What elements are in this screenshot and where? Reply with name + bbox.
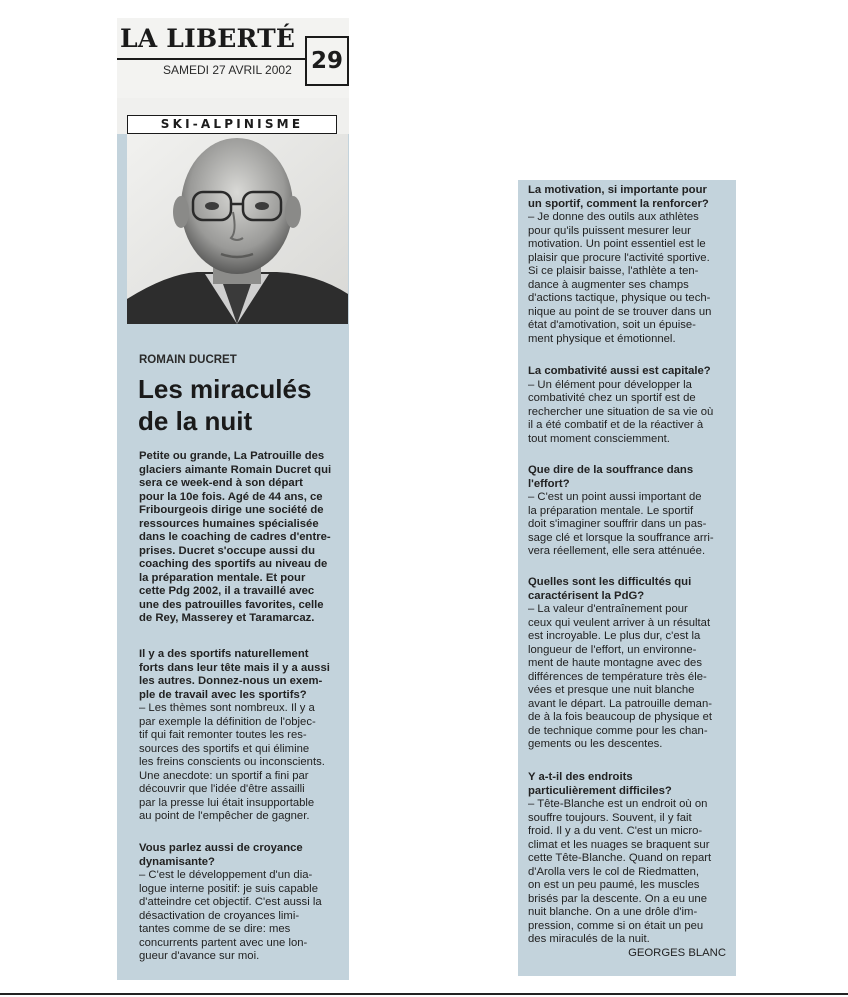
headline-line: Les miraculés bbox=[138, 374, 312, 404]
text-line: rechercher une situation de sa vie où bbox=[528, 405, 714, 418]
text-line: Une anecdote: un sportif a fini par bbox=[139, 769, 309, 782]
headline bbox=[138, 373, 311, 437]
text-line: la préparation mentale. Le sportif bbox=[528, 504, 694, 517]
qa-block bbox=[139, 842, 345, 964]
question bbox=[528, 365, 734, 379]
text-line: dans le coaching de cadres d'entre- bbox=[139, 531, 331, 543]
qa-block bbox=[528, 184, 734, 346]
text-line: de technique comme pour les chan- bbox=[528, 724, 708, 737]
text-line: Que dire de la souffrance dans bbox=[528, 464, 694, 476]
text-line: pression, comme si on était un peu bbox=[528, 919, 704, 932]
text-line: – C'est le développement d'un dia- bbox=[139, 869, 313, 881]
text-line: sera ce week-end à son départ bbox=[139, 477, 303, 489]
text-line: pour la 10e fois. Agé de 44 ans, ce bbox=[139, 490, 323, 503]
text-line: glaciers aimante Romain Ducret qui bbox=[139, 463, 332, 476]
question bbox=[528, 576, 734, 603]
qa-block bbox=[528, 464, 734, 559]
text-line: ple de travail avec les sportifs? bbox=[139, 688, 307, 701]
text-line: brisés par la descente. On a eu une bbox=[528, 892, 707, 905]
question bbox=[528, 184, 734, 211]
newspaper-name: LA LIBERTÉ bbox=[120, 24, 296, 53]
page-bottom-rule bbox=[0, 993, 848, 995]
text-line: ceux qui veulent arriver à un résultat bbox=[528, 616, 711, 629]
text-line: la préparation mentale. Et pour bbox=[139, 571, 306, 584]
answer bbox=[139, 869, 345, 964]
text-line: – La valeur d'entraînement pour bbox=[528, 603, 688, 615]
byline: ROMAIN DUCRET bbox=[139, 354, 237, 366]
text-line: nique au point de se trouver dans un bbox=[528, 305, 712, 318]
answer bbox=[528, 379, 734, 447]
text-line: combativité chez un sportif est de bbox=[528, 392, 696, 404]
portrait-photo-icon bbox=[127, 134, 348, 324]
answer bbox=[139, 702, 345, 824]
text-line: prises. Ducret s'occupe aussi du bbox=[139, 544, 315, 557]
text-line: motivation. Un point essentiel est le bbox=[528, 238, 706, 250]
text-line: vées et presque une nuit blanche bbox=[528, 684, 695, 696]
text-line: d'atteindre cet objectif. C'est aussi la bbox=[139, 896, 322, 908]
text-line: concurrents partent avec une lon- bbox=[139, 936, 308, 949]
question bbox=[528, 771, 734, 798]
text-line: plaisir que procure l'activité sportive. bbox=[528, 251, 710, 264]
text-line: dance à augmenter ses champs bbox=[528, 278, 689, 291]
answer bbox=[528, 798, 734, 947]
question bbox=[139, 648, 345, 702]
text-line: de à la fois beaucoup de physique et bbox=[528, 711, 713, 723]
text-line: par exemple la définition de l'objec- bbox=[139, 715, 316, 728]
page-number: 29 bbox=[305, 36, 349, 86]
answer bbox=[528, 211, 734, 346]
text-line: doit s'imaginer souffrir dans un pas- bbox=[528, 518, 707, 530]
text-line: La motivation, si importante pour bbox=[528, 184, 707, 196]
text-line: au point de l'empêcher de gagner. bbox=[139, 810, 310, 822]
text-line: cette Tête-Blanche. Quand on repart bbox=[528, 852, 712, 864]
text-line: gements ou les descentes. bbox=[528, 738, 663, 750]
text-line: les freins conscients ou inconscients. bbox=[139, 756, 325, 768]
qa-block bbox=[528, 576, 734, 752]
text-line: sage clé et lorsque la souffrance arri- bbox=[528, 531, 714, 544]
text-line: – Tête-Blanche est un endroit où on bbox=[528, 798, 708, 810]
text-line: d'actions tactique, physique ou tech- bbox=[528, 292, 711, 304]
text-line: climat et les nuages se braquent sur bbox=[528, 838, 710, 851]
left-column bbox=[117, 18, 349, 980]
text-line: ment physique et émotionnel. bbox=[528, 332, 676, 345]
text-line: froid. Il y a du vent. C'est un micro- bbox=[528, 825, 703, 837]
qa-block bbox=[528, 771, 734, 960]
author-signature: GEORGES BLANC bbox=[628, 946, 726, 959]
section-rubric: SKI-ALPINISME bbox=[127, 115, 337, 134]
text-line: logue interne positif: je suis capable bbox=[139, 882, 318, 895]
text-line: longueur de l'effort, un environne- bbox=[528, 643, 697, 656]
text-line: tantes comme de se dire: mes bbox=[139, 923, 291, 935]
text-line: ment de haute montagne avec des bbox=[528, 657, 702, 669]
qa-block bbox=[139, 648, 345, 824]
text-line: La combativité aussi est capitale? bbox=[528, 365, 711, 377]
text-line: Fribourgeois dirige une société de bbox=[139, 504, 324, 516]
text-line: Y a-t-il des endroits bbox=[528, 771, 633, 783]
publication-date: SAMEDI 27 AVRIL 2002 bbox=[163, 63, 292, 77]
text-line: Quelles sont les difficultés qui bbox=[528, 576, 692, 588]
question bbox=[139, 842, 345, 869]
text-line: on est un peu paumé, les muscles bbox=[528, 879, 700, 891]
text-line: cette Pdg 2002, il a travaillé avec bbox=[139, 585, 315, 597]
text-line: Vous parlez aussi de croyance bbox=[139, 842, 303, 854]
intro-paragraph bbox=[139, 450, 345, 626]
right-column bbox=[518, 180, 736, 976]
text-line: les autres. Donnez-nous un exem- bbox=[139, 675, 323, 687]
text-line: caractérisent la PdG? bbox=[528, 589, 645, 602]
text-line: l'effort? bbox=[528, 477, 570, 490]
text-line: pour qu'ils puissent mesurer leur bbox=[528, 224, 691, 237]
text-line: sources des sportifs et qui élimine bbox=[139, 742, 310, 755]
question bbox=[528, 464, 734, 491]
rubric-band bbox=[117, 98, 349, 134]
text-line: par la presse lui était insupportable bbox=[139, 796, 315, 809]
text-line: Si ce plaisir baisse, l'athlète a ten- bbox=[528, 265, 699, 277]
text-line: découvrir que l'idée d'être assailli bbox=[139, 783, 305, 795]
text-line: – C'est un point aussi important de bbox=[528, 491, 702, 503]
text-line: coaching des sportifs au niveau de bbox=[139, 558, 328, 570]
masthead-rule bbox=[117, 58, 305, 60]
answer bbox=[528, 491, 734, 559]
text-line: un sportif, comment la renforcer? bbox=[528, 197, 709, 210]
text-line: Il y a des sportifs naturellement bbox=[139, 648, 309, 660]
text-line: particulièrement difficiles? bbox=[528, 784, 672, 797]
text-line: il a été combatif et de la réactiver à bbox=[528, 419, 704, 431]
text-line: – Un élément pour développer la bbox=[528, 378, 692, 391]
text-line: ressources humaines spécialisée bbox=[139, 517, 319, 530]
text-line: gueur d'avance sur moi. bbox=[139, 950, 260, 962]
qa-block bbox=[528, 365, 734, 446]
text-line: Petite ou grande, La Patrouille des bbox=[139, 450, 325, 462]
headline-line: de la nuit bbox=[138, 406, 253, 436]
portrait-photo bbox=[127, 134, 348, 324]
answer bbox=[528, 603, 734, 752]
text-line: dynamisante? bbox=[139, 855, 215, 868]
text-line: – Les thèmes sont nombreux. Il y a bbox=[139, 702, 315, 714]
masthead bbox=[117, 18, 349, 98]
text-line: – Je donne des outils aux athlètes bbox=[528, 211, 699, 223]
text-line: souffre toujours. Souvent, il y fait bbox=[528, 811, 692, 824]
text-line: état d'amotivation, soit un épuise- bbox=[528, 319, 696, 331]
text-line: avant le départ. La patrouille deman- bbox=[528, 697, 713, 710]
text-line: est incroyable. Le plus dur, c'est la bbox=[528, 630, 701, 642]
text-line: différences de température très éle- bbox=[528, 670, 707, 683]
text-line: désactivation de croyances limi- bbox=[139, 909, 300, 922]
text-line: forts dans leur tête mais il y a aussi bbox=[139, 661, 330, 674]
text-line: tif qui fait remonter toutes les res- bbox=[139, 729, 307, 741]
text-line: une des patrouilles favorites, celle bbox=[139, 598, 324, 611]
text-line: vera réellement, elle sera atténuée. bbox=[528, 545, 706, 557]
text-line: tout moment consciemment. bbox=[528, 432, 670, 445]
text-line: nuit blanche. On a une drôle d'im- bbox=[528, 906, 698, 918]
text-line: d'Arolla vers le col de Riedmatten, bbox=[528, 865, 700, 878]
text-line: de Rey, Masserey et Taramarcaz. bbox=[139, 612, 315, 624]
text-line: des miraculés de la nuit. bbox=[528, 933, 650, 945]
